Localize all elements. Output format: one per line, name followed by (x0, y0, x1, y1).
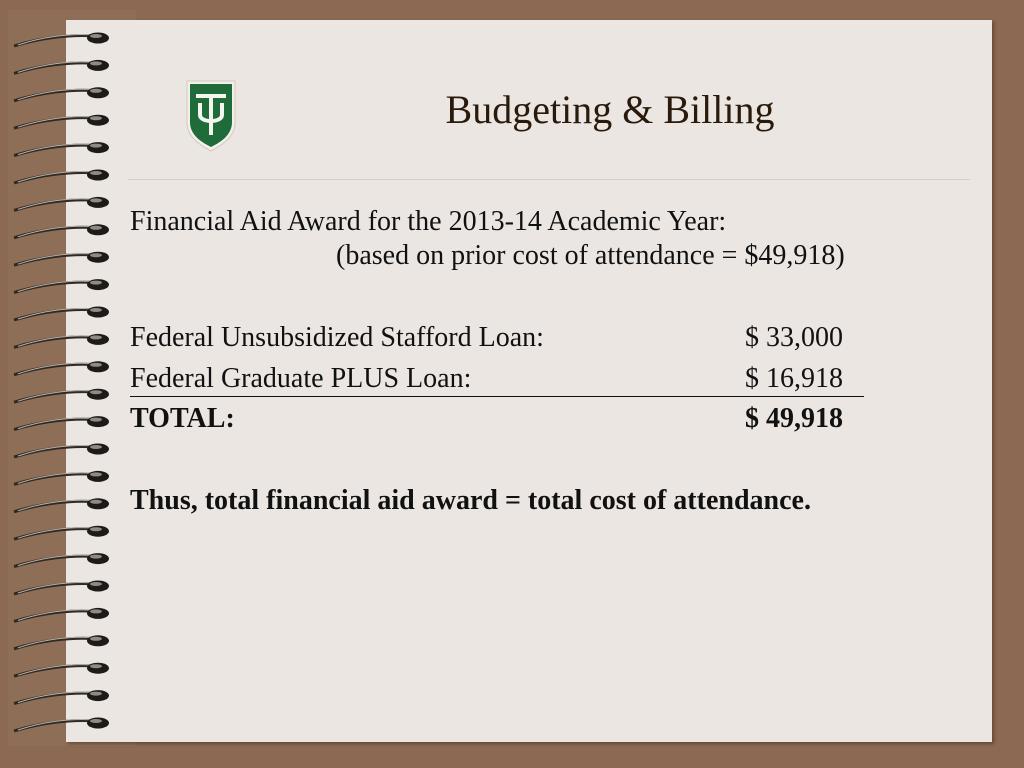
binding-ring (14, 526, 109, 540)
binding-ring (14, 444, 109, 458)
binding-ring (14, 60, 109, 74)
binding-ring (14, 718, 109, 732)
plus-loan-amount: $ 16,918 (745, 363, 843, 394)
binding-ring (14, 361, 109, 375)
binding-ring (14, 170, 109, 184)
plus-loan-label: Federal Graduate PLUS Loan: (130, 363, 472, 394)
total-label: TOTAL: (130, 403, 235, 434)
award-heading: Financial Aid Award for the 2013-14 Academic Year: (130, 206, 727, 237)
binding-ring (14, 635, 109, 649)
binding-ring (14, 553, 109, 567)
binding-ring (14, 307, 109, 321)
title-divider (128, 179, 970, 180)
binding-ring (14, 389, 109, 403)
binding-ring (14, 115, 109, 129)
binding-ring (14, 690, 109, 704)
binding-ring (14, 663, 109, 677)
binding-ring (14, 224, 109, 238)
binding-ring (14, 33, 109, 47)
spiral-binding (10, 26, 120, 746)
stafford-loan-amount: $ 33,000 (745, 322, 843, 353)
stafford-loan-label: Federal Unsubsidized Stafford Loan: (130, 322, 544, 353)
binding-ring (14, 608, 109, 622)
total-amount: $ 49,918 (745, 403, 843, 434)
binding-ring (14, 279, 109, 293)
binding-ring (14, 471, 109, 485)
subtotal-underline (130, 396, 864, 397)
binding-ring (14, 87, 109, 101)
binding-ring (14, 252, 109, 266)
binding-ring (14, 416, 109, 430)
slide-title: Budgeting & Billing (445, 87, 775, 132)
binding-ring (14, 142, 109, 156)
tulane-shield-logo (184, 79, 238, 153)
award-subheading: (based on prior cost of attendance = $49,918) (336, 240, 845, 271)
binding-ring (14, 581, 109, 595)
binding-ring (14, 498, 109, 512)
conclusion-text: Thus, total financial aid award = total cost of attendance. (130, 485, 811, 516)
binding-ring (14, 197, 109, 211)
binding-ring (14, 334, 109, 348)
